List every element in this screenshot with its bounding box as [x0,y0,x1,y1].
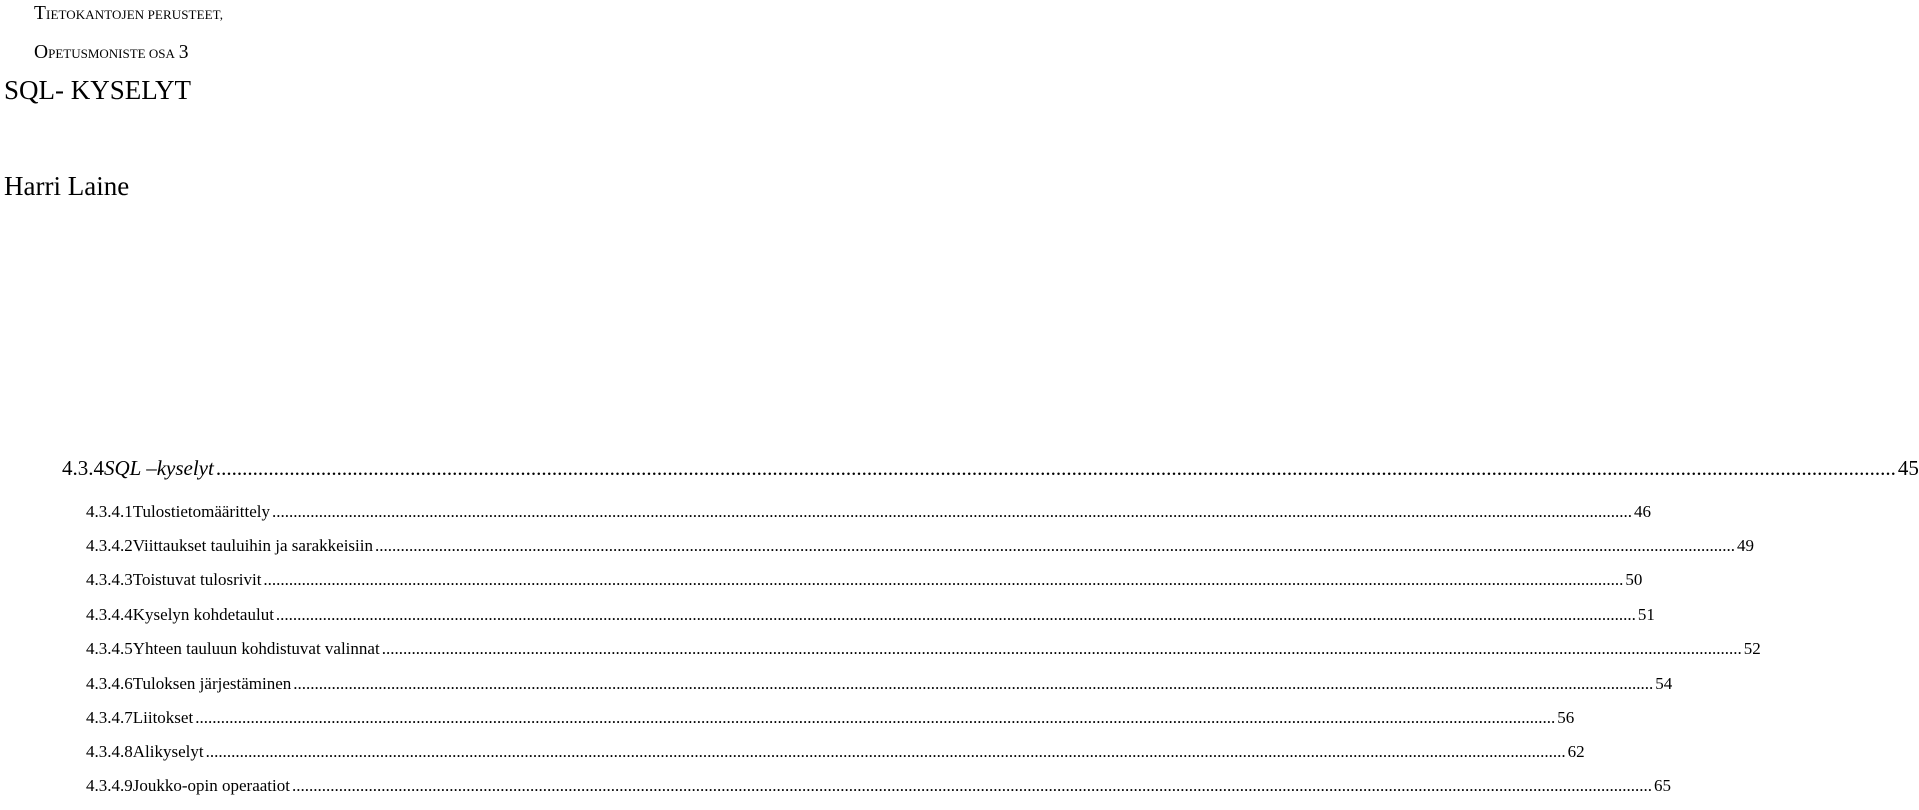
toc-number: 4.3.4.2 [86,536,133,555]
document-header-course: TIETOKANTOJEN PERUSTEET, [34,3,224,24]
toc-entry-main[interactable] [62,456,1919,481]
toc-page: 54 [1655,674,1673,693]
toc-number: 4.3.4.4 [86,605,133,624]
toc-leader [292,776,1652,796]
toc-page: 51 [1637,605,1655,624]
toc-entry[interactable] [86,502,1652,522]
toc-leader [293,674,1653,694]
toc-entry[interactable] [86,776,1671,796]
toc-title: Viittaukset tauluihin ja sarakkeisiin [132,536,373,555]
toc-page: 49 [1736,536,1754,555]
toc-number: 4.3.4 [62,456,104,480]
toc-number: 4.3.4.3 [86,570,133,589]
toc-page: 50 [1625,570,1643,589]
document-header-part: OPETUSMONISTE OSA 3 [34,42,189,63]
toc-entry[interactable] [86,674,1673,694]
toc-title: Joukko-opin operaatiot [132,776,290,795]
toc-entry[interactable] [86,570,1643,590]
toc-title: Tuloksen järjestäminen [132,674,292,693]
toc-entry[interactable] [86,708,1575,728]
toc-leader [206,742,1566,762]
document-title: SQL- KYSELYT [4,75,192,105]
toc-page: 56 [1557,708,1575,727]
document-author: Harri Laine [4,171,130,201]
toc-title: Liitokset [132,708,194,727]
toc-title: Alikyselyt [132,742,204,761]
toc-title: Yhteen tauluun kohdistuvat valinnat [132,639,380,658]
toc-entry[interactable] [86,742,1585,762]
toc-leader [272,502,1632,522]
toc-number: 4.3.4.5 [86,639,133,658]
toc-leader [375,536,1735,556]
toc-leader [263,570,1623,590]
toc-leader [276,605,1636,625]
toc-number: 4.3.4.1 [86,502,133,521]
toc-entry[interactable] [86,639,1761,659]
toc-number: 4.3.4.9 [86,776,133,795]
toc-page: 52 [1743,639,1761,658]
toc-number: 4.3.4.7 [86,708,133,727]
toc-page: 45 [1897,456,1919,480]
toc-number: 4.3.4.6 [86,674,133,693]
toc-title: Tulostietomäärittely [132,502,271,521]
toc-page: 62 [1567,742,1585,761]
toc-leader [216,456,1896,481]
toc-entry[interactable] [86,536,1754,556]
toc-leader [195,708,1555,728]
toc-page: 46 [1634,502,1652,521]
toc-title: SQL –kyselyt [104,456,214,480]
toc-number: 4.3.4.8 [86,742,133,761]
toc-entry[interactable] [86,605,1655,625]
toc-page: 65 [1653,776,1671,795]
toc-title: Toistuvat tulosrivit [132,570,262,589]
toc-leader [382,639,1742,659]
toc-title: Kyselyn kohdetaulut [132,605,274,624]
